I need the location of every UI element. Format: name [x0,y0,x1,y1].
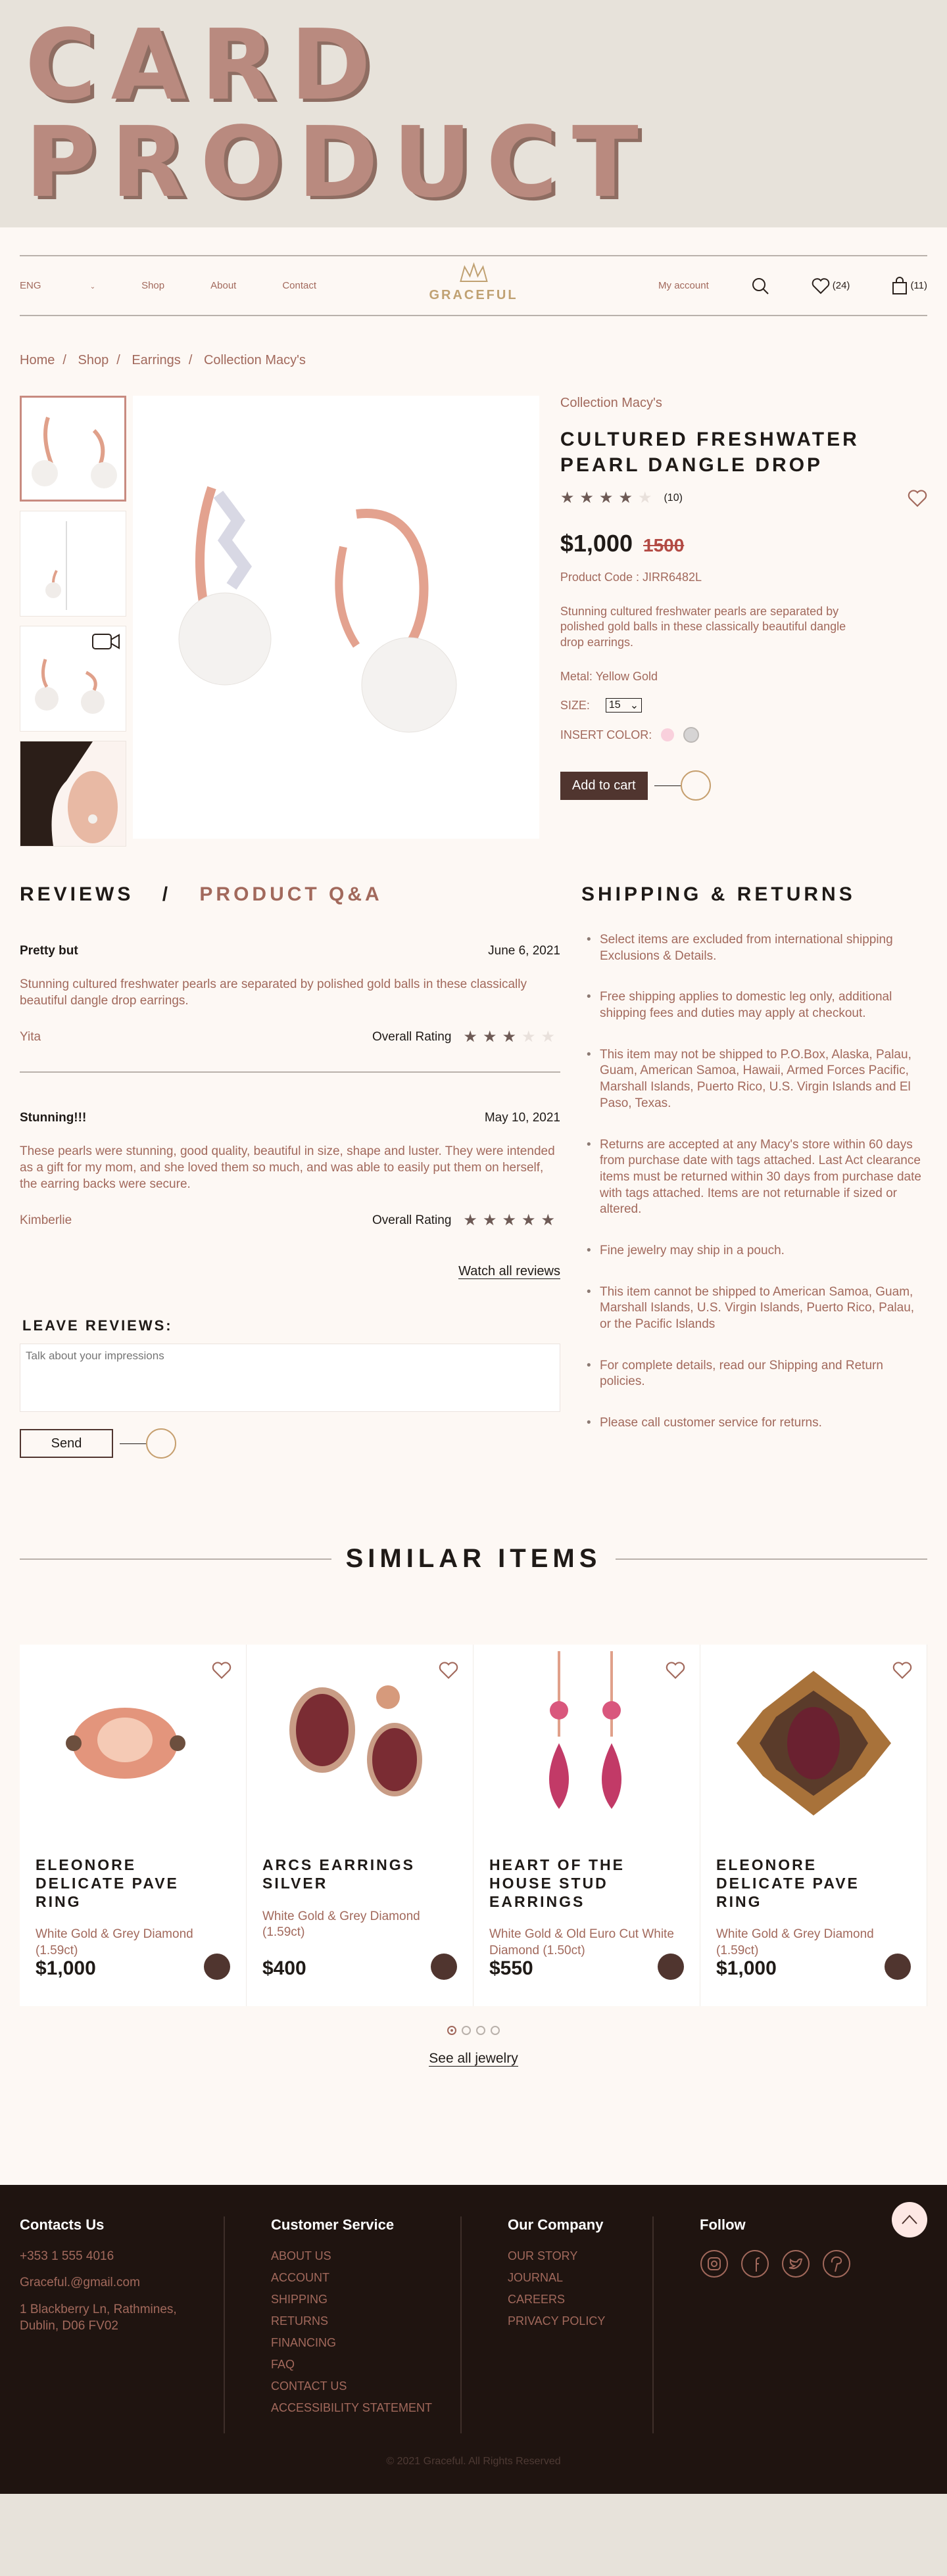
tab-reviews[interactable]: REVIEWS [20,883,134,905]
cart-count: (11) [910,280,927,291]
review-text: These pearls were stunning, good quality, beautiful in size, shape and luster. They were intended as a gift for my mom, and she loved them so much, and was able to easily put them on herself, the earring backs were secure. [20,1144,555,1191]
footer-link-account[interactable]: ACCOUNT [271,2271,329,2285]
list-item: • Please call customer service for returns. [581,1415,927,1432]
list-item: • Select items are excluded from international shipping Exclusions & Details. [581,932,927,964]
similar-title: SIMILAR ITEMS [345,1544,602,1574]
card-price: $1,000 [716,1957,777,1980]
arrow-right-icon[interactable] [120,1428,176,1459]
chevron-down-icon: ⌄ [629,700,639,712]
card-description: White Gold & Old Euro Cut White Diamond (1.50ct) [489,1927,674,1957]
footer [0,2185,947,2494]
list-item: • Returns are accepted at any Macy's store within 60 days from purchase date with tags attached. Last Act clearance items must be returned within 30 days from purchase date with tags attached. Items are not returnable if sized or altered. [581,1137,927,1218]
card-title: HEART OF THE HOUSE STUD EARRINGS [489,1856,625,1910]
footer-link-privacy[interactable]: PRIVACY POLICY [508,2314,606,2328]
reviews-shipping-section [20,883,927,1459]
card-title: ARCS EARRINGS SILVER [262,1856,415,1892]
rating-count: (10) [664,492,683,503]
list-item: • Free shipping applies to domestic leg only, additional shipping fees and duties may apply at checkout. [581,989,927,1021]
send-button[interactable]: Send [20,1429,113,1458]
see-all-jewelry-link[interactable]: See all jewelry [429,2051,518,2067]
review-item [20,1111,560,1230]
language-label: ENG [20,280,41,291]
card-title: ELEONORE DELICATE PAVE RING [36,1856,179,1910]
review-title: Pretty but [20,944,78,958]
shipping-list [581,932,927,1432]
breadcrumb-shop[interactable]: Shop [78,353,109,367]
arrow-right-icon[interactable] [654,770,711,801]
heart-icon [812,277,830,294]
divider [652,2216,654,2433]
size-label: SIZE: [560,698,590,712]
footer-link-returns[interactable]: RETURNS [271,2314,329,2328]
similar-items-heading [20,1544,927,1574]
language-selector[interactable] [20,280,95,291]
bag-icon[interactable] [431,1954,457,1980]
size-value: 15 [608,699,621,711]
heart-icon[interactable] [908,489,927,507]
collection-label[interactable]: Collection Macy's [560,396,662,410]
cart-button[interactable] [892,277,927,295]
breadcrumb-collection[interactable]: Collection Macy's [203,353,306,367]
breadcrumb-earrings[interactable]: Earrings [132,353,181,367]
pagination-dot[interactable] [476,2026,485,2035]
card-description: White Gold & Grey Diamond (1.59ct) [262,1909,420,1940]
our-company-title: Our Company [508,2216,604,2234]
follow-title: Follow [700,2216,746,2234]
list-item: • For complete details, read our Shipping and Return policies. [581,1358,927,1390]
card-title: ELEONORE DELICATE PAVE RING [716,1856,860,1910]
review-author: Kimberlie [20,1213,72,1227]
list-item: • Fine jewelry may ship in a pouch. [581,1243,927,1259]
tab-product-qa[interactable]: PRODUCT Q&A [199,883,383,905]
card-description: White Gold & Grey Diamond (1.59ct) [716,1927,874,1957]
carousel-pagination [20,2026,927,2035]
chevron-up-icon [900,2213,919,2226]
divider [20,1071,560,1073]
review-author: Yita [20,1029,41,1044]
phone-link[interactable]: +353 1 555 4016 [20,2249,114,2264]
footer-link-our-story[interactable]: OUR STORY [508,2249,578,2263]
divider [224,2216,225,2433]
footer-link-shipping[interactable]: SHIPPING [271,2293,328,2307]
footer-link-financing[interactable]: FINANCING [271,2336,336,2350]
product-card[interactable] [700,1645,927,2006]
product-section [20,396,927,847]
nav-about[interactable]: About [210,280,237,291]
my-account-link[interactable]: My account [658,280,709,291]
footer-link-faq[interactable]: FAQ [271,2358,295,2372]
bag-icon [892,277,908,295]
contacts-title: Contacts Us [20,2216,105,2234]
card-price: $400 [262,1957,306,1980]
card-price: $1,000 [36,1957,96,1980]
footer-link-journal[interactable]: JOURNAL [508,2271,564,2285]
metal-label: Metal: Yellow Gold [560,670,658,684]
bag-icon[interactable] [885,1954,911,1980]
top-navigation [20,255,927,316]
hero-banner [0,0,947,227]
product-rating-stars: ★★★★★ [560,489,658,507]
footer-link-careers[interactable]: CAREERS [508,2293,566,2307]
bag-icon[interactable] [204,1954,230,1980]
bottom-band [0,2494,947,2576]
breadcrumb: Home / Shop / Earrings / Collection Macy's [20,353,306,367]
nav-contact[interactable]: Contact [282,280,317,291]
color-swatch-pink[interactable] [661,728,674,741]
breadcrumb-home[interactable]: Home [20,353,55,367]
old-price: 1500 [643,535,685,555]
logo-text: GRACEFUL [429,288,518,302]
product-card[interactable] [247,1645,474,2006]
twitter-icon[interactable] [781,2249,810,2278]
thumbnail-2[interactable] [20,511,126,617]
email-link[interactable]: Graceful.@gmail.com [20,2276,140,2290]
product-card[interactable] [474,1645,700,2006]
main-product-image[interactable] [133,396,539,839]
watch-all-reviews-link[interactable]: Watch all reviews [458,1264,560,1279]
tab-separator: / [162,883,172,905]
leave-reviews-title: LEAVE REVIEWS: [22,1317,173,1334]
divider [460,2216,462,2433]
card-price: $550 [489,1957,533,1980]
heart-icon[interactable] [666,1660,685,1680]
bag-icon[interactable] [658,1954,684,1980]
footer-link-about[interactable]: ABOUT US [271,2249,331,2263]
crown-icon [458,262,489,284]
product-info [560,396,927,847]
thumbnail-list [20,396,126,847]
heart-icon[interactable] [892,1660,912,1680]
chevron-down-icon: ⌄ [89,283,96,291]
copyright: © 2021 Graceful. All Rights Reserved [386,2456,561,2468]
search-icon[interactable] [751,277,769,295]
price [560,530,927,557]
review-item [20,944,560,1046]
product-title: CULTURED FRESHWATER PEARL DANGLE DROP [560,429,860,476]
heart-icon[interactable] [212,1660,231,1680]
thumbnail-4[interactable] [20,741,126,847]
review-date: June 6, 2021 [488,944,560,958]
pinterest-icon[interactable] [822,2249,851,2278]
product-code: Product Code : JIRR6482L [560,571,702,584]
review-text: Stunning cultured freshwater pearls are separated by polished gold balls in these classically beautiful dangle drop earrings. [20,977,527,1008]
instagram-icon[interactable] [700,2249,729,2278]
customer-service-title: Customer Service [271,2216,395,2234]
footer-link-contact[interactable]: CONTACT US [271,2379,347,2393]
review-rating-stars: ★★★★★ [463,1028,560,1046]
pagination-dot[interactable] [491,2026,500,2035]
product-description: Stunning cultured freshwater pearls are separated by polished gold balls in these classically beautiful dangle drop earrings. [560,605,846,649]
heart-icon[interactable] [439,1660,458,1680]
wishlist-button[interactable] [812,277,850,294]
overall-rating-label: Overall Rating [372,1029,452,1044]
current-price: $1,000 [560,530,633,557]
review-date: May 10, 2021 [484,1111,560,1125]
product-card[interactable] [20,1645,247,2006]
list-item: • This item cannot be shipped to American Samoa, Guam, Marshall Islands, U.S. Virgin Islands, Puerto Rico, Palau, or the Pacific Islands [581,1284,927,1333]
insert-color-label: INSERT COLOR: [560,728,652,741]
pagination-dot[interactable] [462,2026,471,2035]
review-input[interactable] [20,1344,560,1412]
list-item: • This item may not be shipped to P.O.Box, Alaska, Palau, Guam, American Samoa, Hawaii, Armed Forces Pacific, Marshall Islands, Puerto Rico, U.S. Virgin Islands and El Paso, Texas. [581,1047,927,1112]
shipping-title: SHIPPING & RETURNS [581,883,856,905]
size-select[interactable] [606,698,642,713]
overall-rating-label: Overall Rating [372,1213,452,1227]
footer-link-accessibility[interactable]: ACCESSIBILITY STATEMENT [271,2401,433,2415]
logo[interactable] [429,262,518,303]
reviews-panel [20,883,560,1459]
shipping-panel [581,883,927,1459]
hero-title: CARD PRODUCT [25,9,653,219]
card-description: White Gold & Grey Diamond (1.59ct) [36,1927,193,1957]
add-to-cart-button[interactable]: Add to cart [560,772,648,800]
review-rating-stars: ★★★★★ [463,1211,560,1230]
nav-shop[interactable]: Shop [141,280,165,291]
address: 1 Blackberry Ln, Rathmines, Dublin, D06 FV02 [20,2303,177,2333]
thumbnail-3-video[interactable] [20,626,126,732]
wishlist-count: (24) [832,280,850,291]
video-icon [91,632,120,651]
pagination-dot[interactable] [447,2026,456,2035]
thumbnail-1[interactable] [20,396,126,502]
facebook-icon[interactable] [741,2249,769,2278]
color-swatch-grey[interactable] [683,727,699,743]
similar-items-list [20,1645,927,2006]
review-title: Stunning!!! [20,1111,87,1125]
